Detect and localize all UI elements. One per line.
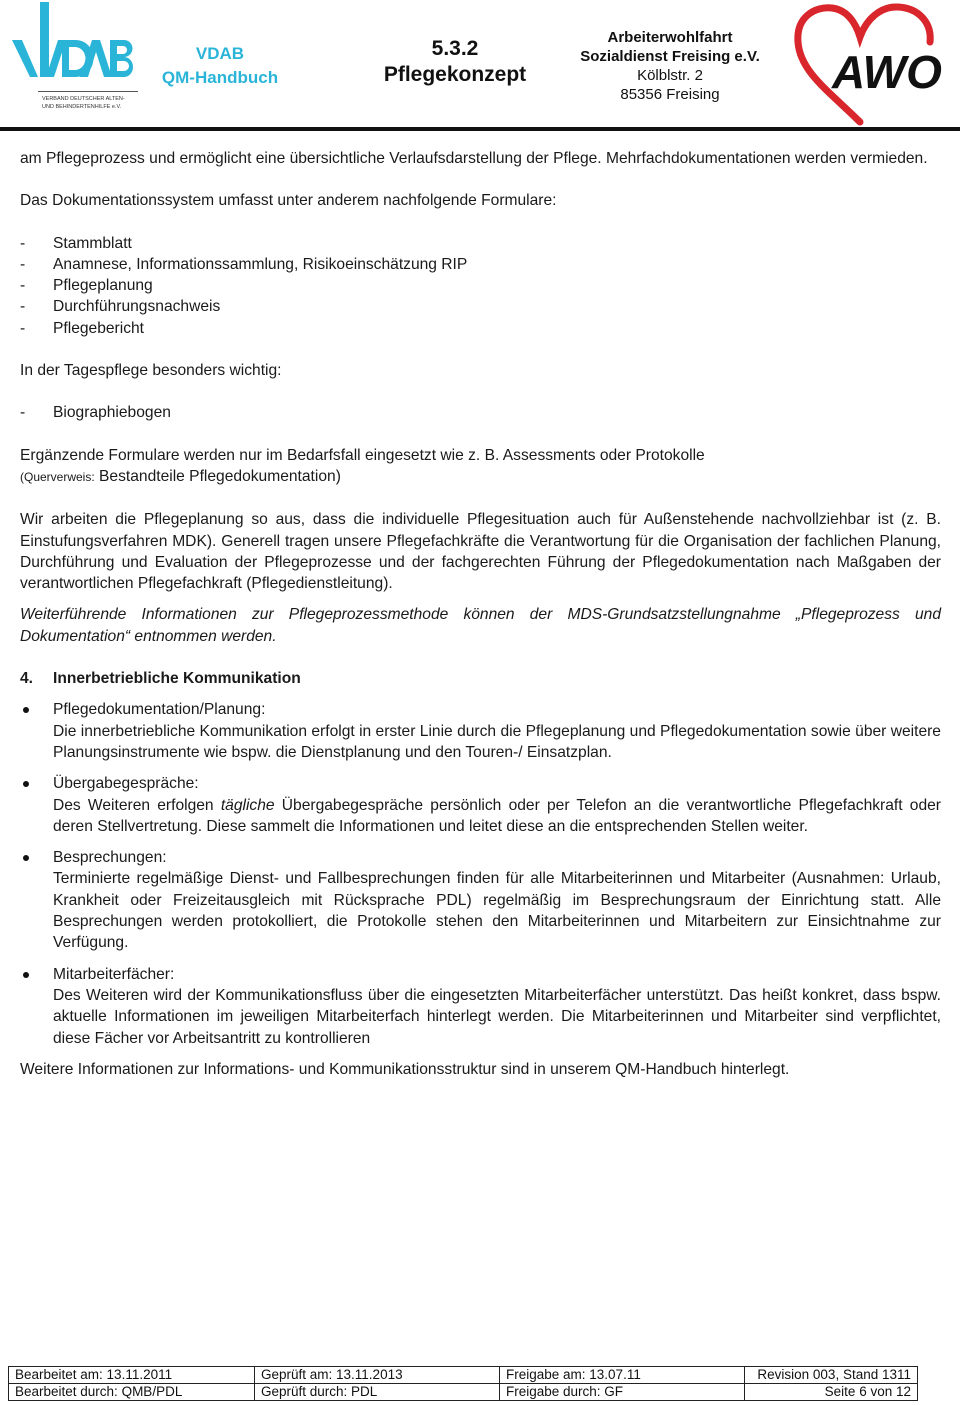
daycare-intro: In der Tagespflege besonders wichtig: xyxy=(20,362,282,380)
list-item xyxy=(20,699,941,763)
bullet-icon xyxy=(23,707,29,713)
table-row xyxy=(9,1384,918,1401)
svg-text:VERBAND DEUTSCHER ALTEN-: VERBAND DEUTSCHER ALTEN- xyxy=(42,96,125,102)
supplement-paragraph: Ergänzende Formulare werden nur im Bedarfsfall eingesetzt wie z. B. Assessments oder Protokolle (Querverweis: Bestandteile Pflegedokumentation) xyxy=(20,446,705,485)
org-street: Kölblstr. 2 xyxy=(637,67,703,84)
list-item: - Durchführungsnachweis xyxy=(20,298,221,316)
svg-text:UND BEHINDERTENHILFE e.V.: UND BEHINDERTENHILFE e.V. xyxy=(42,104,122,110)
vdab-title-line1: VDAB xyxy=(195,44,245,63)
table-row xyxy=(9,1367,918,1384)
item-title: Mitarbeiterfächer: xyxy=(53,965,175,983)
org-name: Arbeiterwohlfahrt xyxy=(607,29,733,46)
list-item: - Stammblatt xyxy=(20,234,132,252)
crossref-link: Bestandteile Pflegedokumentation) xyxy=(94,467,341,485)
svg-text:AWO: AWO xyxy=(832,46,942,98)
item-text: Des Weiteren wird der Kommunikationsfluss über die eingesetzten Mitarbeiterfächer unterstützt. Das heißt konkret, dass bspw. aktuelle Informationen im jeweiligen Mitarbeiterfach hinterlegt werden. Die Mitarbeiterinnen und Mitarbeiter sind verpflichtet, diese Fächer vor Arbeitsantritt zu kontrollieren xyxy=(53,986,941,1047)
list-item xyxy=(20,847,941,953)
bullet-icon xyxy=(23,781,29,787)
revision-info: Revision 003, Stand 1311 xyxy=(745,1367,918,1384)
organization-address xyxy=(560,28,780,104)
released-by: Freigabe durch: GF xyxy=(500,1384,745,1401)
page-header xyxy=(0,0,960,130)
vdab-handbook-title xyxy=(150,42,290,90)
planning-paragraph: Wir arbeiten die Pflegeplanung so aus, dass die individuelle Pflegesituation auch für Außenstehende nachvollziehbar ist (z. B. Einstufungsverfahren MDK). Generell tragen unsere Pflegefachkräfte die Verantwortung für die Organisation der fachlichen Planung, Durchführung und Evaluation der Pflegeprozesse und der fachgerechten Führung der Pflegedokumentation nach Maßgaben der verantwortlichen Pflegefachkraft (Pflegedienstleitung). xyxy=(20,511,941,593)
item-title: Pflegedokumentation/Planung: xyxy=(53,701,266,719)
document-title xyxy=(360,36,550,88)
communication-list xyxy=(20,699,941,1048)
document-title-text: Pflegekonzept xyxy=(383,63,527,86)
daycare-list xyxy=(20,402,941,423)
page-number: Seite 6 von 12 xyxy=(745,1384,918,1401)
bullet-icon xyxy=(23,972,29,978)
checked-date: Geprüft am: 13.11.2013 xyxy=(255,1367,500,1384)
list-item xyxy=(20,964,941,1049)
org-subname: Sozialdienst Freising e.V. xyxy=(580,48,760,65)
bullet-icon xyxy=(23,855,29,861)
release-date: Freigabe am: 13.07.11 xyxy=(500,1367,745,1384)
vdab-logo-icon xyxy=(10,2,138,112)
crossref-label: (Querverweis: xyxy=(20,469,95,484)
item-text: Die innerbetriebliche Kommunikation erfolgt in erster Linie durch die Pflegeplanung und Pflegedokumentation sowie über weitere Planungsinstrumente wie bspw. die Dienstplanung und den Touren-/ Einsatzplan. xyxy=(53,722,941,761)
list-item: - Pflegeplanung xyxy=(20,277,153,295)
revision-footer-table xyxy=(8,1366,918,1401)
header-divider xyxy=(0,127,960,131)
vdab-title-line2: QM-Handbuch xyxy=(161,68,279,87)
item-title: Übergabegespräche: xyxy=(53,775,199,793)
checked-by: Geprüft durch: PDL xyxy=(255,1384,500,1401)
list-item: - Anamnese, Informationssammlung, Risikoeinschätzung RIP xyxy=(20,255,468,273)
list-item: - Pflegebericht xyxy=(20,319,145,337)
item-text: Des Weiteren erfolgen tägliche Übergabegespräche persönlich oder per Telefon an die verantwortliche Pflegefachkraft oder deren Stellvertretung. Diese sammelt die Informationen und leitet diese an die entsprechenden Stellen weiter. xyxy=(53,796,941,835)
item-title: Besprechungen: xyxy=(53,849,167,867)
forms-list xyxy=(20,233,941,339)
awo-heart-logo-icon xyxy=(790,2,955,127)
document-body xyxy=(20,148,941,1080)
list-item: - Biographiebogen xyxy=(20,404,171,422)
edited-date: Bearbeitet am: 13.11.2011 xyxy=(9,1367,255,1384)
document-number: 5.3.2 xyxy=(431,37,479,60)
edited-by: Bearbeitet durch: QMB/PDL xyxy=(9,1384,255,1401)
list-item xyxy=(20,773,941,837)
further-info-paragraph: Weiterführende Informationen zur Pflegeprozessmethode können der MDS-Grundsatzstellungnahme „Pflegeprozess und Dokumentation“ entnommen werden. xyxy=(20,606,941,645)
closing-paragraph: Weitere Informationen zur Informations- und Kommunikationsstruktur sind in unserem QM-Handbuch hinterlegt. xyxy=(20,1060,790,1078)
org-city: 85356 Freising xyxy=(620,86,720,103)
forms-intro: Das Dokumentationssystem umfasst unter anderem nachfolgende Formulare: xyxy=(20,192,557,210)
item-text: Terminierte regelmäßige Dienst- und Fallbesprechungen finden für alle Mitarbeiterinnen und Mitarbeiter (Ausnahmen: Urlaub, Krankheit oder Freizeitausgleich mit Rücksprache PDL) regelmäßig im Besprechungsraum der Einrichtung statt. Alle Besprechungen werden protokolliert, die Protokolle stehen den Mitarbeiterinnen und Mitarbeitern zur Einsichtnahme zur Verfügung. xyxy=(53,870,941,952)
intro-paragraph: am Pflegeprozess und ermöglicht eine übersichtliche Verlaufsdarstellung der Pflege. Mehrfachdokumentationen werden vermieden. xyxy=(20,150,928,167)
section-heading: 4. Innerbetriebliche Kommunikation xyxy=(20,670,301,688)
